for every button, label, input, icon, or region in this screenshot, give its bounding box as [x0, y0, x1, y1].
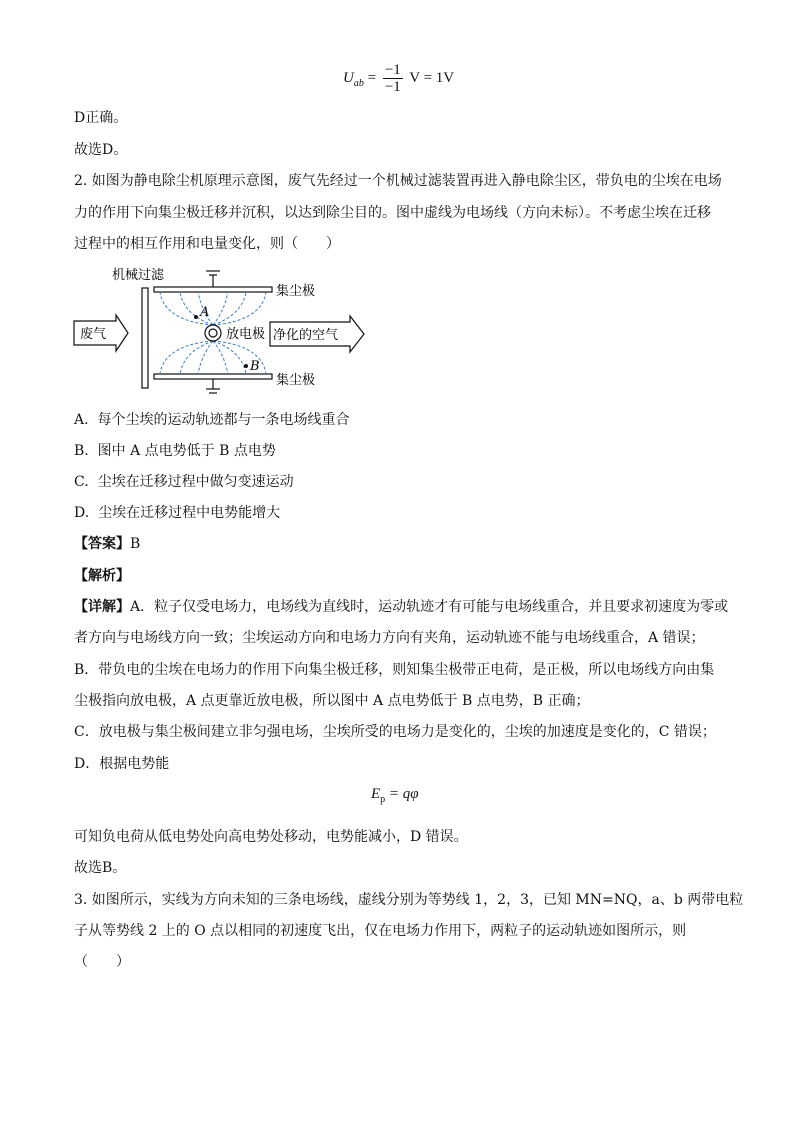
- q3-stem-line1: 3. 如图所示，实线为方向未知的三条电场线，虚线分别为等势线 1，2，3，已知 MN=NQ，a、b 两带电粒: [74, 892, 744, 908]
- eq-tail: V = 1V: [409, 69, 455, 86]
- answer-label: 【答案】: [74, 536, 130, 552]
- detail-line1: [74, 597, 728, 617]
- analysis-label: 【解析】: [74, 568, 130, 584]
- q2-option-b: [74, 441, 276, 461]
- top-ground-icon: [206, 271, 220, 287]
- option-c-letter: C.: [74, 474, 89, 490]
- energy-eq-rhs: = qφ: [388, 786, 419, 802]
- collector-bottom-label: 集尘极: [276, 373, 316, 388]
- collector-top-label: 集尘极: [276, 284, 316, 299]
- point-b-label: B: [250, 359, 260, 374]
- prev-choose: 故选D。: [74, 142, 128, 158]
- answer-value: B: [130, 536, 141, 552]
- q2-option-d: [74, 503, 280, 523]
- q2-stem-line1: 2. 如图为静电除尘机原理示意图，废气先经过一个机械过滤装置再进入静电除尘区，带负电的尘埃在电场: [74, 173, 722, 189]
- option-d-letter: D.: [74, 505, 90, 521]
- detail-label: 【详解】: [74, 599, 130, 615]
- eq-equals: =: [367, 69, 377, 86]
- collector-plate-bottom: [154, 374, 272, 379]
- detail-line7: 可知负电荷从低电势处向高电势处移动，电势能减小，D 错误。: [74, 829, 468, 845]
- energy-eq-lhs: E: [371, 786, 381, 802]
- option-b-letter: B.: [74, 443, 89, 459]
- electrostatic-precipitator-figure: [70, 262, 380, 397]
- point-b-dot: [244, 364, 248, 368]
- top-equation: [343, 62, 454, 95]
- filter-label: 机械过滤: [112, 268, 165, 283]
- detail-choose: 故选B。: [74, 860, 127, 876]
- option-b-text: 图中 A 点电势低于 B 点电势: [97, 443, 276, 459]
- emitter-electrode-icon: [205, 325, 221, 341]
- eq-lhs-sub: ab: [353, 77, 364, 89]
- q2-option-c: [74, 472, 294, 492]
- eq-lhs: U: [343, 69, 354, 86]
- q2-option-a: [74, 410, 349, 430]
- eq-frac-num: −1: [384, 62, 401, 78]
- detail-line1-text: A．粒子仅受电场力，电场线为直线时，运动轨迹才有可能与电场线重合，并且要求初速度为零或: [130, 599, 729, 615]
- option-d-text: 尘埃在迁移过程中电势能增大: [98, 505, 281, 521]
- detail-line3: B．带负电的尘埃在电场力的作用下向集尘极迁移，则知集尘极带正电荷，是正极，所以电场线方向由集: [74, 662, 715, 678]
- eq-fraction: [383, 62, 403, 95]
- q2-answer: [74, 534, 140, 554]
- energy-equation: [371, 786, 419, 805]
- q3-stem-line2: 子从等势线 2 上的 O 点以相同的初速度飞出，仅在电场力作用下，两粒子的运动轨迹如图所示，则: [74, 923, 687, 939]
- emitter-label: 放电极: [226, 327, 266, 342]
- eq-frac-den: −1: [384, 79, 401, 95]
- detail-line4: 尘极指向放电极，A 点更靠近放电极，所以图中 A 点电势低于 B 点电势，B 正确；: [74, 693, 590, 709]
- d-correct: D正确。: [74, 110, 128, 126]
- option-a-text: 每个尘埃的运动轨迹都与一条电场线重合: [97, 412, 350, 428]
- detail-line5: C．放电极与集尘极间建立非匀强电场，尘埃所受的电场力是变化的，尘埃的加速度是变化的，C 错误；: [74, 724, 716, 740]
- q3-stem-line3: （ ）: [74, 954, 130, 970]
- bottom-ground-icon: [206, 379, 220, 393]
- detail-line6: D．根据电势能: [74, 756, 170, 772]
- option-c-text: 尘埃在迁移过程中做匀变速运动: [97, 474, 294, 490]
- output-label: 净化的空气: [273, 328, 339, 343]
- energy-eq-sub: p: [380, 794, 386, 805]
- option-a-letter: A.: [74, 412, 89, 428]
- point-a-label: A: [200, 305, 210, 320]
- input-label: 废气: [80, 327, 107, 342]
- point-a-dot: [194, 315, 198, 319]
- q2-stem-line3: 过程中的相互作用和电量变化，则（ ）: [74, 236, 340, 252]
- q2-stem-line2: 力的作用下向集尘极迁移并沉积，以达到除尘目的。图中虚线为电场线（方向未标）。不考虑尘埃在迁移: [74, 205, 711, 221]
- filter-plate: [142, 288, 148, 388]
- detail-line2: 者方向与电场线方向一致；尘埃运动方向和电场力方向有夹角，运动轨迹不能与电场线重合，A 错误；: [74, 630, 705, 646]
- collector-plate-top: [154, 287, 272, 292]
